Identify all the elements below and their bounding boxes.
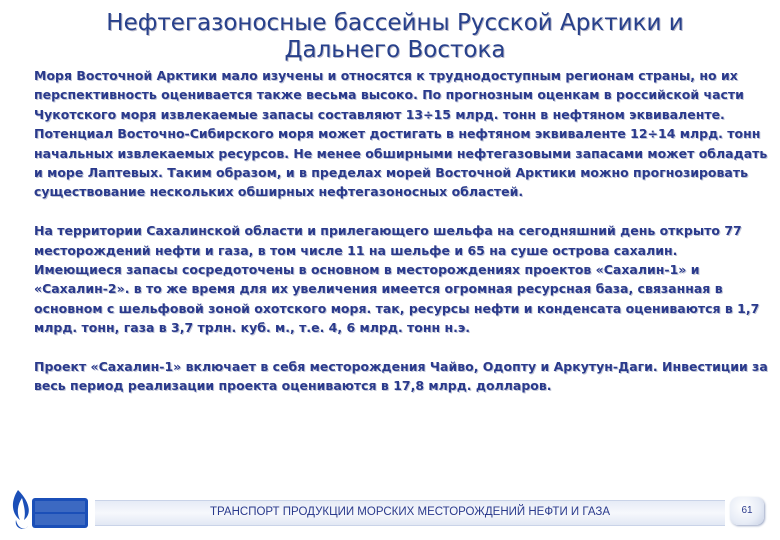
paragraph-sakhalin-1-project: Проект «Сахалин-1» включает в себя месторождения Чайво, Одопту и Аркутун-Даги. Инвестиции за весь период реализации проекта оцениваются в 17,8 млрд. долларов. — [34, 359, 768, 394]
paragraph-east-arctic: Моря Восточной Арктики мало изучены и относятся к труднодоступным регионам страны, но их перспективность оценивается также весьма высоко. По прогнозным оценкам в российской части Чукотского моря извлекаемые запасы составляют 13÷15 млрд. тонн в нефтяном эквиваленте. Потенциал Восточно-Сибирского моря может достигать в нефтяном эквиваленте 12÷14 млрд. тонн начальных извлекаемых ресурсов. Не менее обширными нефтегазовыми запасами может обладать и море Лаптевых. Таким образом, и в пределах морей Восточной Арктики можно прогнозировать существование нескольких обширных нефтегазоносных областей. — [34, 68, 768, 200]
page-number-badge: 61 — [730, 497, 764, 525]
gazprom-logo-icon — [6, 484, 92, 536]
slide-body — [34, 66, 769, 415]
paragraph-sakhalin: На территории Сахалинской области и прилегающего шельфа на сегодняшний день открыто 77 месторождений нефти и газа, в том числе 11 на шельфе и 65 на суше острова сахалин. Имеющиеся запасы сосредоточены в основном в месторождениях проектов «Сахалин-1» и «Сахалин-2». в то же время для их увеличения имеется огромная ресурсная база, связанная в основном с шельфовой зоной охотского моря. так, ресурсы нефти и конденсата оцениваются в 1,7 млрд. тонн, газа в 3,7 трлн. куб. м., т.е. 4, 6 млрд. тонн н.э. — [34, 223, 760, 336]
footer-label: ТРАНСПОРТ ПРОДУКЦИИ МОРСКИХ МЕСТОРОЖДЕНИЙ НЕФТИ И ГАЗА — [209, 506, 610, 518]
slide-title: Нефтегазоносные бассейны Русской Арктики и Дальнего Востока — [106, 10, 684, 63]
